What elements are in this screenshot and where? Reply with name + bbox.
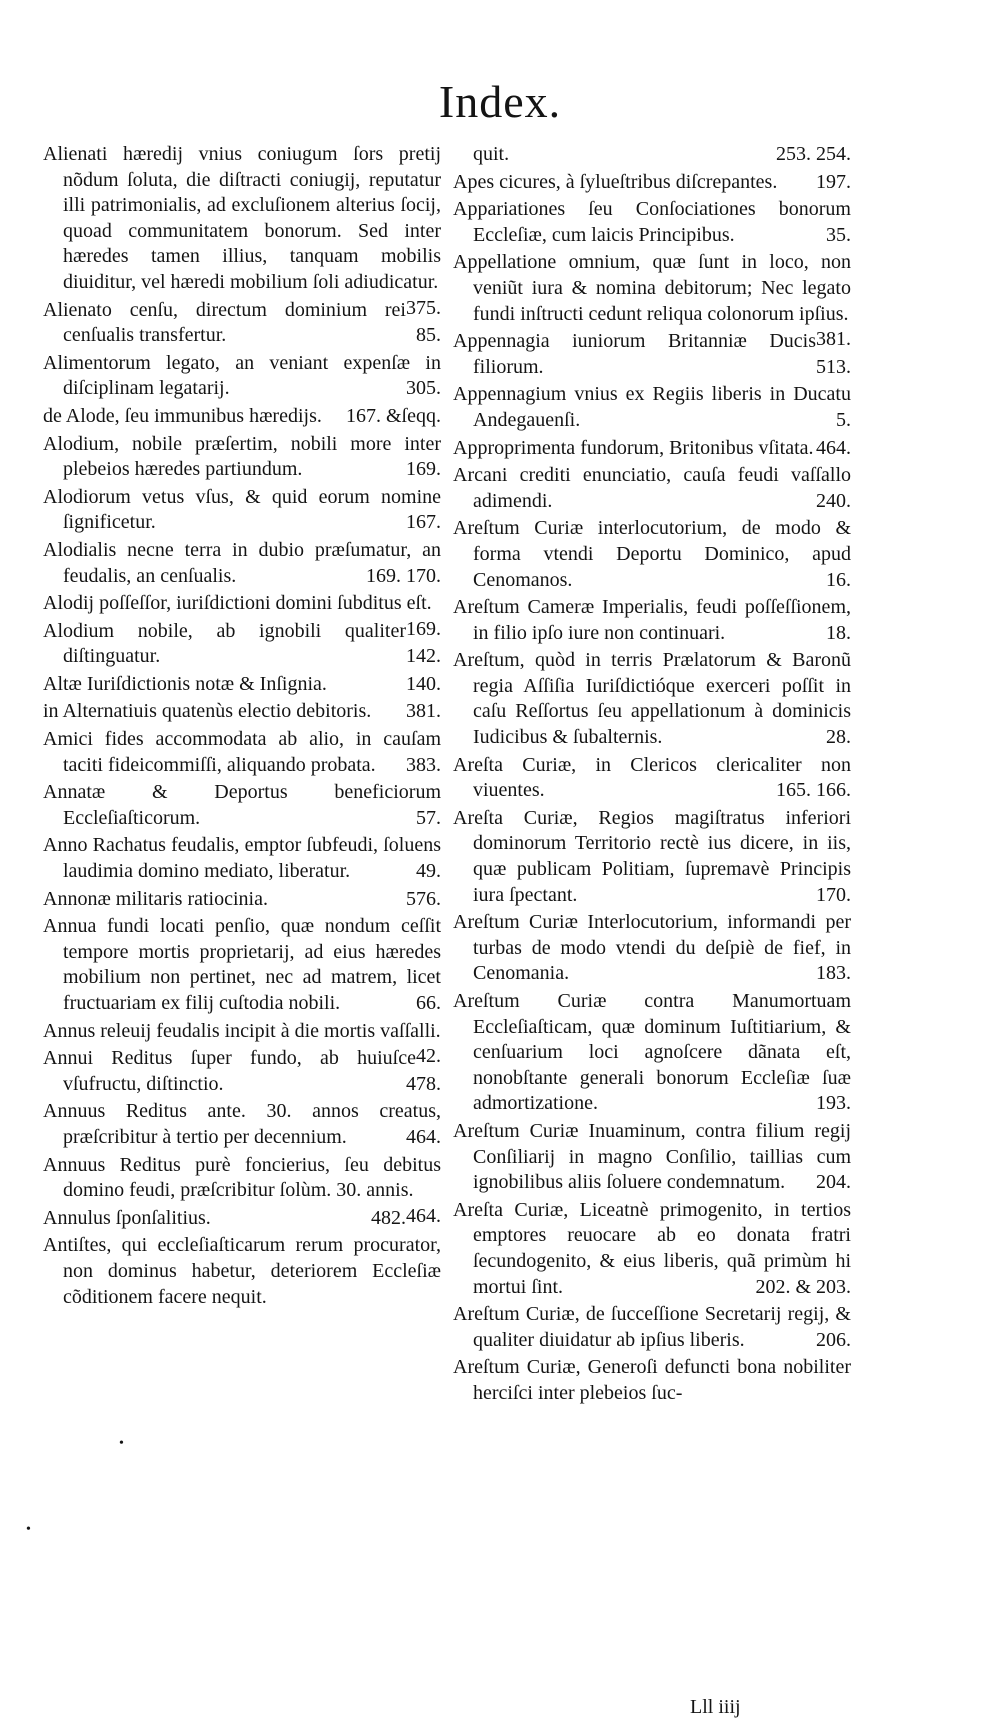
entry-text: Alimentorum legato, an veniant expenſæ in diſciplinam legatarij. (43, 351, 441, 400)
page-reference: 140. (406, 672, 441, 695)
page-reference: 375. (406, 296, 441, 319)
index-entry (43, 887, 441, 913)
page-reference: 513. (816, 355, 851, 378)
entry-text: Appellatione omnium, quæ ſunt in loco, non veniũt iura & nomina debitorum; Nec legato fundi inſtructi cedunt reliqua colonorum ipſius. (453, 251, 851, 325)
entry-text: de Alode, ſeu immunibus hæredijs. (43, 404, 322, 427)
entry-text: Alienato cenſu, directum dominium rei cenſualis transfertur. (43, 298, 406, 347)
index-entry (43, 1233, 441, 1310)
page-reference: 383. (406, 753, 441, 776)
index-entry (43, 485, 441, 536)
index-entry (453, 463, 851, 514)
index-entry (43, 538, 441, 589)
page-reference: 464. (816, 436, 851, 459)
signature-mark: Lll iiij (690, 1696, 741, 1718)
index-entry (453, 250, 851, 351)
page-reference: 57. (416, 806, 441, 829)
index-entry (43, 914, 441, 1016)
page-reference: 169. (406, 617, 441, 640)
index-entry (453, 648, 851, 750)
page-reference: 183. (816, 962, 851, 985)
entry-text: Annua fundi locati penſio, quæ nondum ceſſit tempore mortis proprietarij, ad eius hæredes mobilium non pertinet, nec ad matrem, licet fructuariam ex filij cuſtodia nobili. (43, 915, 441, 1014)
entry-text: Appennagium vnius ex Regiis liberis in Ducatu Andegauenſi. (453, 383, 851, 431)
index-entry (43, 1099, 441, 1150)
entry-text: Areſta Curiæ, in Clericos clericaliter non viuentes. (453, 753, 851, 802)
entry-text: Alodiorum vetus vſus, & quid eorum nomine ſignificetur. (43, 485, 441, 534)
page-reference: 576. (406, 887, 441, 910)
page-reference: 197. (816, 170, 851, 193)
index-entry (453, 329, 851, 380)
index-entry (43, 833, 441, 884)
index-entry (453, 753, 851, 804)
index-entry (43, 699, 441, 725)
index-entry (43, 432, 441, 483)
index-entry (43, 672, 441, 698)
page-reference: 478. (406, 1072, 441, 1095)
page-reference: 167. (406, 511, 441, 534)
left-column (43, 142, 441, 1312)
entry-text: Annus releuij feudalis incipit à die mortis vaſſalli. (43, 1019, 441, 1042)
entry-text: Areſtum, quòd in terris Prælatorum & Baronũ regia Aſſiſia Iuriſdictióque exerceri poſſit in caſu Reſſortus ſeu appellationum à dominicis Iudicibus & ſubalternis. (453, 649, 851, 749)
index-entry (453, 595, 851, 646)
entry-text: Areſtum Cameræ Imperialis, feudi poſſeſſionem, in filio ipſo iure non continuari. (453, 596, 851, 644)
entry-text: Areſta Curiæ, Liceatnè primogenito, in tertios emptores reuocare ab eo donata fratri ſecundogenito, & eius liberis, quã primùm hi mortui ſint. (453, 1198, 851, 1298)
page-reference: 482. (371, 1206, 406, 1229)
page-reference: 193. (816, 1092, 851, 1115)
entry-text: Anno Rachatus feudalis, emptor ſubfeudi, ſoluens laudimia domino mediato, liberatur. (43, 834, 441, 883)
page-reference: 18. (826, 621, 851, 644)
entry-text: Appennagia iuniorum Britanniæ Ducis filiorum. (453, 330, 816, 378)
index-entry (43, 619, 441, 670)
index-entry (43, 727, 441, 778)
index-entry (453, 1119, 851, 1196)
index-entry (453, 436, 851, 462)
page-reference: 202. & 203. (755, 1275, 851, 1298)
index-entry (453, 806, 851, 908)
entry-text: Arcani crediti enunciatio, cauſa feudi vaſſallo adimendi. (453, 464, 851, 512)
page-reference: 142. (406, 645, 441, 668)
index-entry (43, 591, 441, 640)
page-reference: 381. (816, 328, 851, 351)
page-reference: 28. (826, 726, 851, 749)
index-entry (453, 910, 851, 987)
page-reference: 42. (416, 1045, 441, 1068)
page-reference: 381. (406, 700, 441, 723)
index-entry (453, 989, 851, 1117)
entry-text: Areſtum Curiæ Inuaminum, contra filium regij Conſiliarij in magno Conſilio, taillias cum ignobilibus aliis ſoluere condemnatum. (453, 1119, 851, 1194)
ink-speck: • (26, 1522, 31, 1537)
page-reference: 169. (406, 458, 441, 481)
index-entry (453, 1302, 851, 1353)
index-entry (43, 1046, 441, 1097)
index-entry (43, 404, 441, 430)
page-reference: 165. 166. (776, 779, 851, 802)
entry-text: Apes cicures, à ſylueſtribus diſcrepantes. (453, 170, 778, 193)
page-reference: 169. 170. (366, 564, 441, 587)
entry-text: Altæ Iuriſdictionis notæ & Inſignia. (43, 672, 327, 695)
page-title: Index. (438, 76, 562, 127)
entry-text: quit. (473, 143, 510, 165)
entry-text: Annuus Reditus ante. 30. annos creatus, præſcribitur à tertio per decennium. (43, 1100, 441, 1148)
index-entry (43, 351, 441, 402)
entry-text: Areſta Curiæ, Regios magiſtratus inferiori dominorum Territorio rectè ius dicere, in iis, quæ publicam Politiam, ſupremavè Principis iura ſpectant. (453, 806, 851, 906)
entry-text: Annatæ & Deportus beneficiorum Eccleſiaſticorum. (43, 781, 441, 829)
entry-text: Appariationes ſeu Conſociationes bonorum Eccleſiæ, cum laicis Principibus. (453, 198, 851, 246)
page-reference: 170. (816, 883, 851, 906)
entry-text: Alodium, nobile præſertim, nobili more inter plebeios hæredes partiundum. (43, 432, 441, 481)
right-column (453, 142, 851, 1409)
entry-text: Areſtum Curiæ Interlocutorium, informandi per turbas de modo vtendi du deſpiè de fief, in Cenomania. (453, 911, 851, 985)
index-entry (453, 197, 851, 248)
page-reference: 5. (836, 408, 851, 431)
index-entry (453, 142, 851, 168)
index-entry (453, 1198, 851, 1300)
ink-speck: • (119, 1436, 124, 1451)
index-entry (43, 1206, 441, 1232)
entry-text: Areſtum Curiæ, de ſucceſſione Secretarij regij, & qualiter diuidatur ab ipſius liberis. (453, 1303, 851, 1351)
entry-text: Areſtum Curiæ, Generoſi defuncti bona nobiliter herciſci inter plebeios ſuc- (453, 1356, 851, 1404)
page-reference: 305. (406, 377, 441, 400)
entry-text: Alienati hæredij vnius coniugum ſors pretij nõdum ſoluta, die diſtracti coniugij, reputatur illi patrimonialis, ad excluſionem alterius ſocij, quoad communitatem bonorum. Sed inter hæredes tamen illius, tanquam mobilis diuiditur, vel hæredi mobilium ſoli adiudicatur. (43, 143, 441, 293)
entry-text: Antiſtes, qui eccleſiaſticarum rerum procurator, non dominus habetur, deteriorem Eccleſiæ cõditionem facere nequit. (43, 1234, 441, 1308)
index-entry (43, 780, 441, 831)
page-reference: 206. (816, 1328, 851, 1351)
index-entry (43, 142, 441, 319)
entry-text: Annuus Reditus purè foncierius, ſeu debitus domino feudi, præſcribitur ſolùm. 30. annis. (43, 1153, 441, 1202)
entry-text: in Alternatiuis quatenùs electio debitoris. (43, 700, 372, 723)
index-entry (453, 516, 851, 593)
index-entry (453, 170, 851, 196)
index-entry (453, 1355, 851, 1406)
entry-text: Areſtum Curiæ contra Manumortuam Eccleſiaſticam, quæ dominum Iuſtitiarium, & cenſuarium loci agnoſcere dãnata eſt, nonobſtante generali bonorum Eccleſiæ ſuæ admortizatione. (453, 990, 851, 1115)
page-reference: 35. (826, 223, 851, 246)
page-reference: 464. (406, 1125, 441, 1148)
page-reference: 49. (416, 860, 441, 883)
page-reference: 204. (816, 1171, 851, 1194)
entry-text: Approprimenta fundorum, Britonibus vſitata. (453, 436, 814, 459)
entry-text: Alodium nobile, ab ignobili qualiter diſtinguatur. (43, 619, 406, 668)
page-reference: 66. (416, 992, 441, 1014)
page-reference: 85. (416, 324, 441, 347)
index-entry (43, 298, 441, 349)
entry-text: Annonæ militaris ratiocinia. (43, 887, 268, 910)
entry-text: Alodialis necne terra in dubio præſumatur, an feudalis, an cenſualis. (43, 538, 441, 587)
page-reference: 464. (406, 1204, 441, 1227)
index-entry (43, 1019, 441, 1068)
page-reference: 240. (816, 489, 851, 512)
index-entry (453, 382, 851, 433)
entry-text: Annui Reditus ſuper fundo, ab huiuſce vſufructu, diſtinctio. (43, 1047, 416, 1095)
page-reference: 253. 254. (776, 143, 851, 165)
page-reference: 16. (826, 568, 851, 591)
entry-text: Areſtum Curiæ interlocutorium, de modo & forma vtendi Deportu Dominico, apud Cenomanos. (453, 517, 851, 591)
entry-text: Alodij poſſeſſor, iuriſdictioni domini ſubditus eſt. (43, 592, 432, 615)
entry-text: Amici fides accommodata ab alio, in cauſam taciti fideicommiſſi, aliquando probata. (43, 728, 441, 776)
entry-text: Annulus ſponſalitius. (43, 1206, 211, 1229)
page-reference: 167. &ſeqq. (346, 404, 441, 427)
